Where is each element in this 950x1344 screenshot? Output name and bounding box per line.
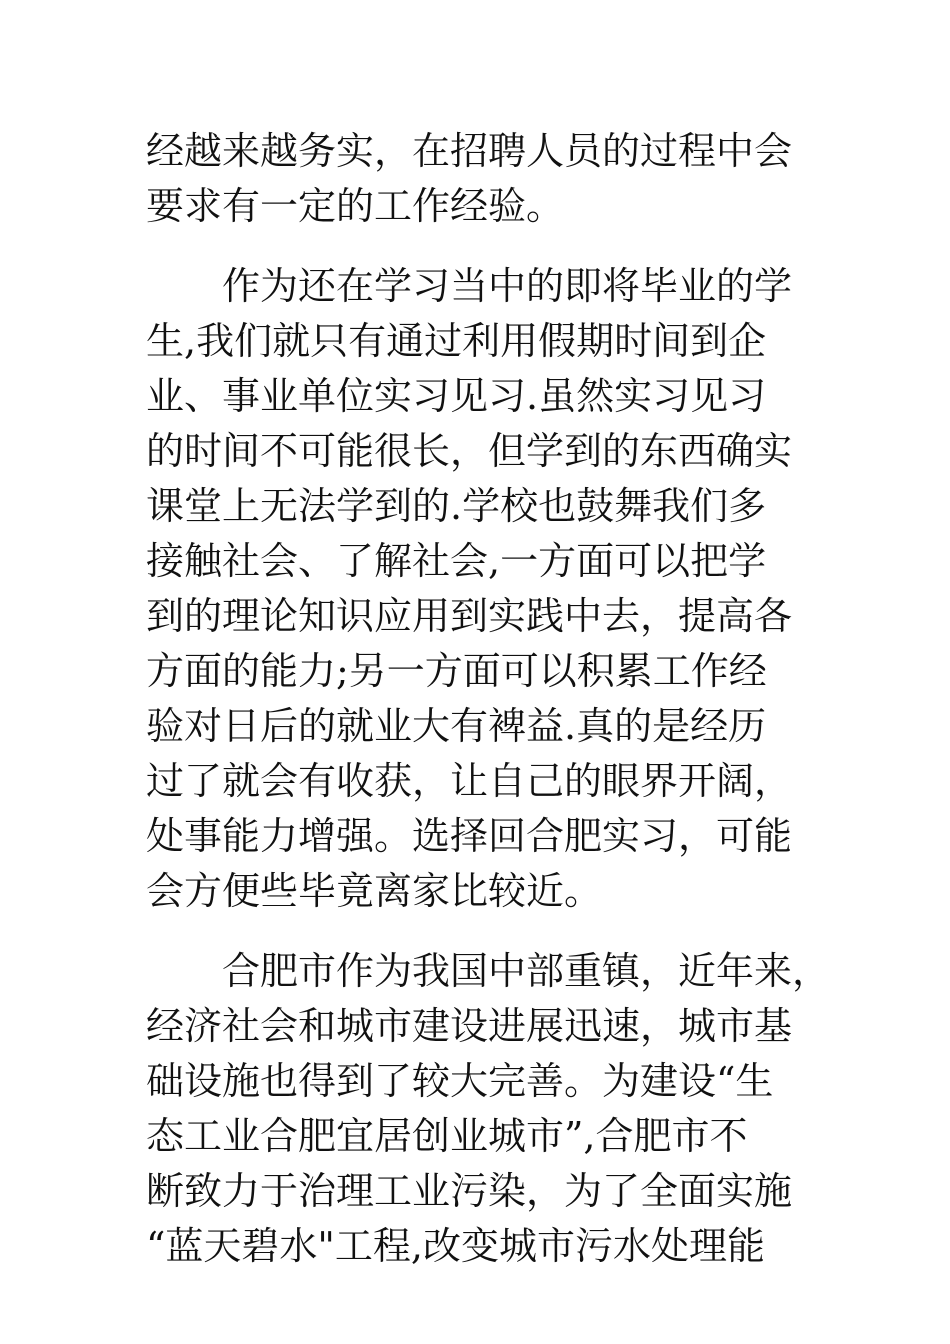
text-line: 处事能力增强。选择回合肥实习，可能 <box>146 814 793 858</box>
text-line: 要求有一定的工作经验。 <box>146 184 565 228</box>
text-line: 接触社会、了解社会,一方面可以把学 <box>146 539 767 583</box>
text-line: 到的理论知识应用到实践中去，提高各 <box>146 594 793 638</box>
text-line: “蓝天碧水"工程,改变城市污水处理能 <box>146 1224 765 1268</box>
text-line: 过了就会有收获，让自己的眼界开阔， <box>146 759 793 803</box>
text-line: 经济社会和城市建设进展迅速，城市基 <box>146 1004 793 1048</box>
paragraph-2 <box>146 259 846 919</box>
text-line: 业、事业单位实习见习.虽然实习见习 <box>146 374 767 418</box>
paragraph-1 <box>146 124 846 234</box>
text-line: 作为还在学习当中的即将毕业的学 <box>146 264 793 308</box>
text-line: 础设施也得到了较大完善。为建设“生 <box>146 1059 774 1103</box>
text-line: 合肥市作为我国中部重镇，近年来， <box>146 949 831 993</box>
text-line: 会方便些毕竟离家比较近。 <box>146 869 603 913</box>
text-line: 断致力于治理工业污染，为了全面实施 <box>146 1169 793 1213</box>
text-line: 态工业合肥宜居创业城市”,合肥市不 <box>146 1114 748 1158</box>
document-body <box>146 124 846 1274</box>
paragraph-3 <box>146 944 846 1274</box>
text-line: 的时间不可能很长，但学到的东西确实 <box>146 429 793 473</box>
text-line: 课堂上无法学到的.学校也鼓舞我们多 <box>146 484 767 528</box>
text-line: 生,我们就只有通过利用假期时间到企 <box>146 319 767 363</box>
text-line: 验对日后的就业大有裨益.真的是经历 <box>146 704 767 748</box>
text-line: 方面的能力;另一方面可以积累工作经 <box>146 649 767 693</box>
text-line: 经越来越务实，在招聘人员的过程中会 <box>146 129 793 173</box>
